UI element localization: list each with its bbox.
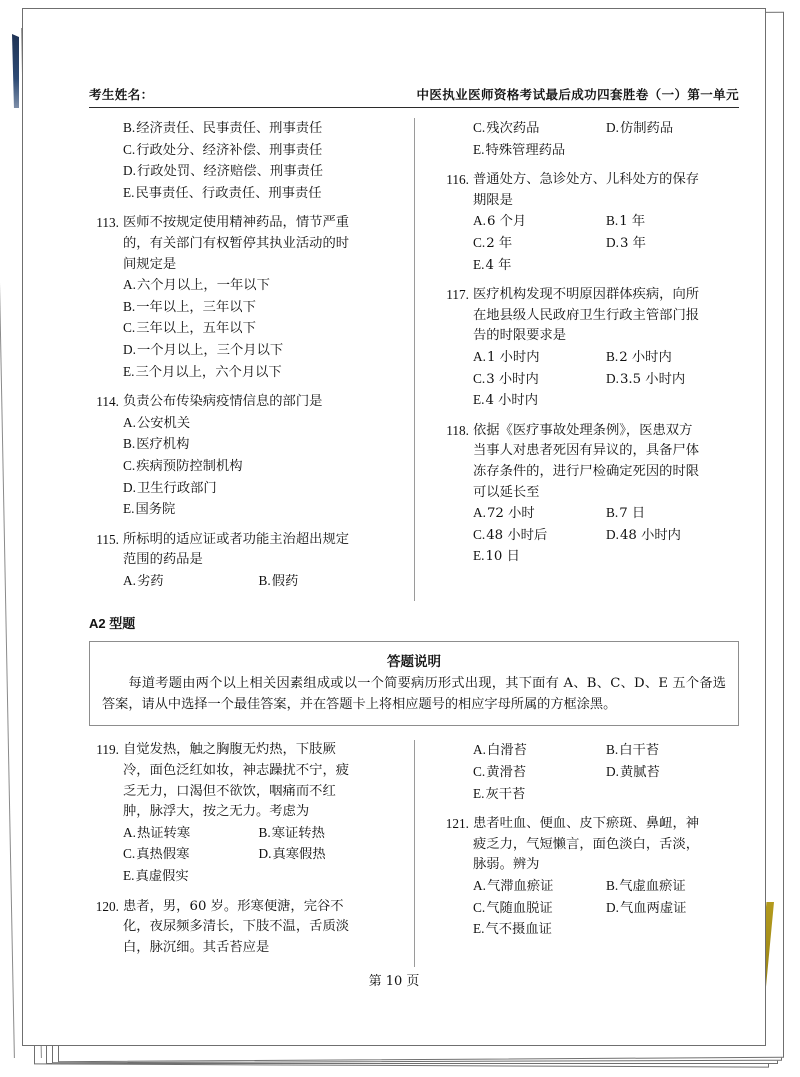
option-text: 三年以上，五年以下 <box>136 321 256 337</box>
option-item <box>473 369 606 391</box>
option-text: 气不摄血证 <box>485 922 552 938</box>
option-label: C. <box>123 457 136 473</box>
question-stem-line: 患者吐血、便血、皮下瘀斑、鼻衄，神 <box>473 816 700 832</box>
option-label: B. <box>606 505 619 521</box>
option-row <box>473 118 739 140</box>
option-text: 48 小时后 <box>486 527 548 543</box>
question-stem-line: 负责公布传染病疫情信息的部门是 <box>123 394 323 410</box>
option-text: 国务院 <box>135 502 176 518</box>
option-label: A. <box>123 824 136 840</box>
option-item <box>123 140 394 162</box>
option-label: A. <box>473 505 486 521</box>
option-item <box>123 571 259 593</box>
question-block <box>439 814 739 941</box>
question-number: 119. <box>96 742 119 758</box>
question-stem-line: 告的时限要求是 <box>473 328 567 344</box>
option-label: D. <box>606 526 619 542</box>
option-item <box>123 866 259 888</box>
option-label: A. <box>123 277 136 293</box>
question-first-line <box>439 285 739 306</box>
question-stem-line: 普通处方、急诊处方、儿科处方的保存 <box>473 172 700 188</box>
option-label: A. <box>473 348 486 364</box>
option-item <box>606 762 739 784</box>
option-label: D. <box>606 120 619 135</box>
option-item <box>606 876 739 898</box>
option-item <box>473 784 739 806</box>
option-row <box>123 571 394 593</box>
option-label: E. <box>123 184 135 200</box>
instruction-body: 每道考题由两个以上相关因素组成或以一个简要病历形式出现，其下面有 A、B、C、D、E 五个备选答案，请从中选择一个最佳答案，并在答题卡上将相应题号的相应字母所属的方框涂黑。 <box>102 676 726 713</box>
instruction-box <box>89 641 739 726</box>
option-text: 真虚假实 <box>135 869 189 885</box>
option-item <box>606 740 739 762</box>
option-text: 公安机关 <box>136 415 191 431</box>
option-item <box>123 478 394 500</box>
option-item <box>473 546 606 568</box>
option-item <box>606 347 739 369</box>
option-text: 经济责任、民事责任、刑事责任 <box>136 121 323 136</box>
option-text: 寒证转热 <box>271 825 325 841</box>
option-row <box>123 161 394 183</box>
option-item <box>473 762 606 784</box>
option-text: 假药 <box>271 573 299 589</box>
page-content <box>23 9 765 1045</box>
option-item <box>473 233 606 255</box>
option-item <box>123 183 394 205</box>
option-text: 气虚血瘀证 <box>619 879 686 895</box>
question-number: 116. <box>446 172 469 188</box>
option-text: 1 小时内 <box>486 349 540 365</box>
option-item <box>473 390 606 412</box>
option-text: 真热假寒 <box>136 847 190 863</box>
option-item <box>473 347 606 369</box>
option-label: B. <box>258 824 271 840</box>
option-label: C. <box>473 899 486 915</box>
option-label: E. <box>473 785 485 801</box>
option-row <box>123 478 394 500</box>
option-label: A. <box>473 742 486 758</box>
option-label: C. <box>473 526 486 542</box>
question-stem-line: 当事人对患者死因有异议的，具备尸体 <box>473 443 700 459</box>
question-stem-line: 在地县级人民政府卫生行政主管部门报 <box>473 307 700 323</box>
option-text: 白滑苔 <box>486 743 527 759</box>
option-label: D. <box>606 234 619 250</box>
option-text: 4 小时内 <box>485 393 539 409</box>
question-stem-line: 疲乏力，气短懒言，面色淡白，舌淡， <box>473 836 700 852</box>
option-text: 白干苔 <box>619 743 660 759</box>
option-text: 3 年 <box>619 235 646 251</box>
option-row <box>473 233 739 255</box>
option-row <box>123 183 394 205</box>
question-stem-line: 可以延长至 <box>473 484 540 500</box>
option-item <box>123 844 259 866</box>
option-text: 2 小时内 <box>619 349 672 365</box>
option-text: 六个月以上，一年以下 <box>136 278 270 294</box>
option-row <box>473 390 739 412</box>
option-item <box>473 525 606 547</box>
option-label: B. <box>123 120 136 135</box>
option-item <box>606 503 739 525</box>
question-stem-line: 间规定是 <box>123 256 177 272</box>
a2-left-question-list <box>89 740 394 958</box>
option-item <box>123 362 394 384</box>
option-item <box>473 118 606 140</box>
question-stem-line: 自觉发热，触之胸腹无灼热，下肢厥 <box>123 742 336 758</box>
instruction-title: 答题说明 <box>387 654 441 670</box>
option-text: 特殊管理药品 <box>485 142 566 158</box>
option-text: 劣药 <box>136 573 164 589</box>
option-row <box>123 456 394 478</box>
page-number-footer: 第 10 页 <box>368 974 420 989</box>
option-label: D. <box>606 899 619 915</box>
option-label: D. <box>606 370 619 386</box>
option-row <box>473 546 739 568</box>
option-label: B. <box>123 298 136 314</box>
option-list <box>89 413 394 521</box>
question-columns-top <box>89 118 739 601</box>
option-row <box>123 413 394 435</box>
option-item <box>473 211 606 233</box>
question-stem-line: 脉弱。辨为 <box>473 857 540 873</box>
question-stem-line: 依据《医疗事故处理条例》，医患双方 <box>473 422 693 438</box>
option-text: 残次药品 <box>486 121 540 136</box>
option-row <box>123 140 394 162</box>
option-label: C. <box>123 846 136 862</box>
question-stem-line: 医师不按规定使用精神药品，情节严重 <box>123 215 350 231</box>
option-label: B. <box>258 572 271 588</box>
option-text: 黄滑苔 <box>486 765 527 781</box>
option-text: 2 年 <box>486 235 513 251</box>
option-label: A. <box>123 572 136 588</box>
question-first-line <box>439 421 739 442</box>
option-item <box>259 823 395 845</box>
question-block <box>89 740 394 887</box>
option-list <box>439 503 739 568</box>
option-label: D. <box>606 764 619 780</box>
option-row <box>123 340 394 362</box>
option-label: A. <box>123 414 136 430</box>
option-label: E. <box>473 392 485 408</box>
question-first-line <box>439 170 739 191</box>
question-number: 114. <box>96 394 119 410</box>
option-text: 7 日 <box>619 506 646 522</box>
option-text: 72 小时 <box>486 506 535 522</box>
option-row <box>473 784 739 806</box>
option-row <box>473 919 739 941</box>
option-row <box>123 275 394 297</box>
question-block <box>89 897 394 959</box>
question-stem-line: 白，脉沉细。其舌苔应是 <box>123 939 270 955</box>
question-first-line <box>89 740 394 761</box>
option-list <box>89 275 394 383</box>
orphan-options-a2-right <box>439 740 739 805</box>
option-row <box>123 318 394 340</box>
question-block <box>439 170 739 276</box>
question-stem-line: 肿，脉浮大，按之无力。考虑为 <box>123 804 310 820</box>
question-stem-line: 患者，男，60 岁。形寒便溏，完谷不 <box>123 898 344 914</box>
candidate-name-label: 考生姓名： <box>89 87 154 102</box>
option-row <box>473 898 739 920</box>
question-number: 121. <box>445 816 469 832</box>
option-row <box>473 369 739 391</box>
option-row <box>473 255 739 277</box>
question-first-line <box>89 530 394 551</box>
option-item <box>259 844 395 866</box>
question-stem-line: 冻存条件的，进行尸检确定死因的时限 <box>473 463 700 479</box>
option-label: C. <box>473 120 486 135</box>
left-column-a2 <box>89 740 414 967</box>
option-item <box>606 118 739 140</box>
page-header <box>89 85 739 108</box>
option-row <box>123 118 394 140</box>
option-item <box>606 211 739 233</box>
option-row <box>123 866 394 888</box>
question-block <box>89 530 394 593</box>
option-label: E. <box>473 256 485 272</box>
question-number: 115. <box>96 531 119 547</box>
option-text: 48 小时内 <box>619 527 681 543</box>
left-column-top <box>89 118 414 601</box>
option-item <box>123 118 394 140</box>
exam-title: 中医执业医师资格考试最后成功四套胜卷（一）第一单元 <box>416 87 739 102</box>
option-label: E. <box>473 921 485 937</box>
question-first-line <box>89 213 394 234</box>
option-label: C. <box>473 370 486 386</box>
question-first-line <box>89 897 394 918</box>
option-text: 卫生行政部门 <box>136 480 217 496</box>
option-row <box>473 762 739 784</box>
orphan-options-left <box>89 118 394 204</box>
option-row <box>123 297 394 319</box>
option-list <box>89 571 394 593</box>
question-block <box>89 392 394 521</box>
option-list <box>439 347 739 412</box>
option-item <box>606 898 739 920</box>
right-column-top <box>414 118 739 601</box>
question-first-line <box>439 814 739 835</box>
option-label: C. <box>473 764 486 780</box>
option-label: E. <box>123 501 135 517</box>
option-item <box>123 275 394 297</box>
option-label: B. <box>606 878 619 894</box>
option-text: 灰干苔 <box>485 786 526 802</box>
option-item <box>473 255 606 277</box>
option-text: 真寒假热 <box>272 847 326 863</box>
a2-right-question-list <box>439 814 739 941</box>
option-item <box>606 369 739 391</box>
question-stem-line: 医疗机构发现不明原因群体疾病，向所 <box>473 287 700 303</box>
option-row <box>123 499 394 521</box>
option-list <box>439 876 739 941</box>
question-block <box>439 285 739 412</box>
option-item <box>123 413 394 435</box>
option-item <box>473 503 606 525</box>
option-item <box>123 499 394 521</box>
question-number: 113. <box>96 215 119 231</box>
option-item <box>259 571 395 593</box>
question-number: 120. <box>95 898 119 914</box>
option-text: 热证转寒 <box>136 825 191 841</box>
option-item <box>123 340 394 362</box>
option-label: C. <box>123 141 136 157</box>
right-column-a2 <box>414 740 739 967</box>
option-item <box>473 898 606 920</box>
option-item <box>606 233 739 255</box>
question-stem-line: 的，有关部门有权暂停其执业活动的时 <box>123 235 350 251</box>
option-text: 仿制药品 <box>619 121 674 136</box>
question-stem-line: 期限是 <box>473 192 513 208</box>
option-row <box>473 347 739 369</box>
option-label: D. <box>258 846 272 862</box>
exam-page <box>22 8 766 1046</box>
option-text: 一年以上，三年以下 <box>136 299 256 315</box>
option-item <box>473 740 606 762</box>
option-item <box>123 456 394 478</box>
option-item <box>473 876 606 898</box>
option-text: 10 日 <box>485 549 520 565</box>
option-text: 气随血脱证 <box>486 900 553 916</box>
option-label: E. <box>123 363 135 379</box>
option-label: C. <box>473 234 486 250</box>
question-block <box>439 421 739 568</box>
question-columns-a2 <box>89 740 739 967</box>
option-text: 6 个月 <box>486 214 527 230</box>
option-label: E. <box>473 141 485 157</box>
question-block <box>89 213 394 383</box>
option-row <box>473 211 739 233</box>
option-item <box>473 140 739 162</box>
option-label: D. <box>123 479 136 495</box>
option-row <box>473 525 739 547</box>
option-text: 三个月以上，六个月以下 <box>135 364 282 380</box>
option-row <box>473 503 739 525</box>
option-item <box>123 318 394 340</box>
option-label: C. <box>123 320 136 336</box>
option-text: 1 年 <box>619 214 646 230</box>
option-text: 气滞血瘀证 <box>486 879 554 895</box>
option-text: 民事责任、行政责任、刑事责任 <box>135 185 322 201</box>
question-stem-line: 化，夜尿频多清长，下肢不温，舌质淡 <box>123 919 350 935</box>
option-label: B. <box>606 213 619 229</box>
option-label: D. <box>123 163 136 179</box>
section-heading-a2: A2 型题 <box>89 616 136 632</box>
option-row <box>473 140 739 162</box>
option-label: E. <box>123 868 135 884</box>
option-label: A. <box>473 878 486 894</box>
option-text: 行政处罚、经济赔偿、刑事责任 <box>136 164 324 180</box>
question-stem-line: 乏无力，口渴但不欲饮，咽痛而不红 <box>123 783 336 799</box>
option-item <box>606 525 739 547</box>
option-text: 气血两虚证 <box>619 900 687 916</box>
option-text: 3.5 小时内 <box>619 371 686 387</box>
option-text: 3 小时内 <box>486 371 539 387</box>
option-label: D. <box>123 341 136 357</box>
question-first-line <box>89 392 394 413</box>
option-list <box>89 823 394 888</box>
option-text: 疾病预防控制机构 <box>136 458 243 474</box>
right-question-list <box>439 170 739 568</box>
option-item <box>123 434 394 456</box>
option-row <box>123 844 394 866</box>
option-item <box>123 297 394 319</box>
option-row <box>123 434 394 456</box>
option-label: A. <box>473 213 486 229</box>
question-number: 117. <box>446 287 469 303</box>
option-label: B. <box>606 348 619 364</box>
option-text: 医疗机构 <box>136 437 190 453</box>
question-stem-line: 范围的药品是 <box>123 552 203 568</box>
option-list <box>439 211 739 276</box>
question-number: 118. <box>446 422 469 438</box>
option-text: 4 年 <box>485 257 512 273</box>
option-label: B. <box>123 436 136 452</box>
left-question-list <box>89 213 394 592</box>
option-text: 黄腻苔 <box>619 765 660 781</box>
orphan-options-right <box>439 118 739 161</box>
option-row <box>123 823 394 845</box>
option-text: 一个月以上，三个月以下 <box>136 342 284 358</box>
option-text: 行政处分、经济补偿、刑事责任 <box>136 142 323 158</box>
option-row <box>473 876 739 898</box>
option-label: E. <box>473 548 485 564</box>
question-stem-line: 冷，面色泛红如妆，神志躁扰不宁，疲 <box>123 763 350 779</box>
option-row <box>473 740 739 762</box>
option-item <box>123 823 259 845</box>
option-item <box>473 919 606 941</box>
option-row <box>123 362 394 384</box>
option-label: B. <box>606 742 619 758</box>
question-stem-line: 所标明的适应证或者功能主治超出规定 <box>123 531 350 547</box>
option-item <box>123 161 394 183</box>
